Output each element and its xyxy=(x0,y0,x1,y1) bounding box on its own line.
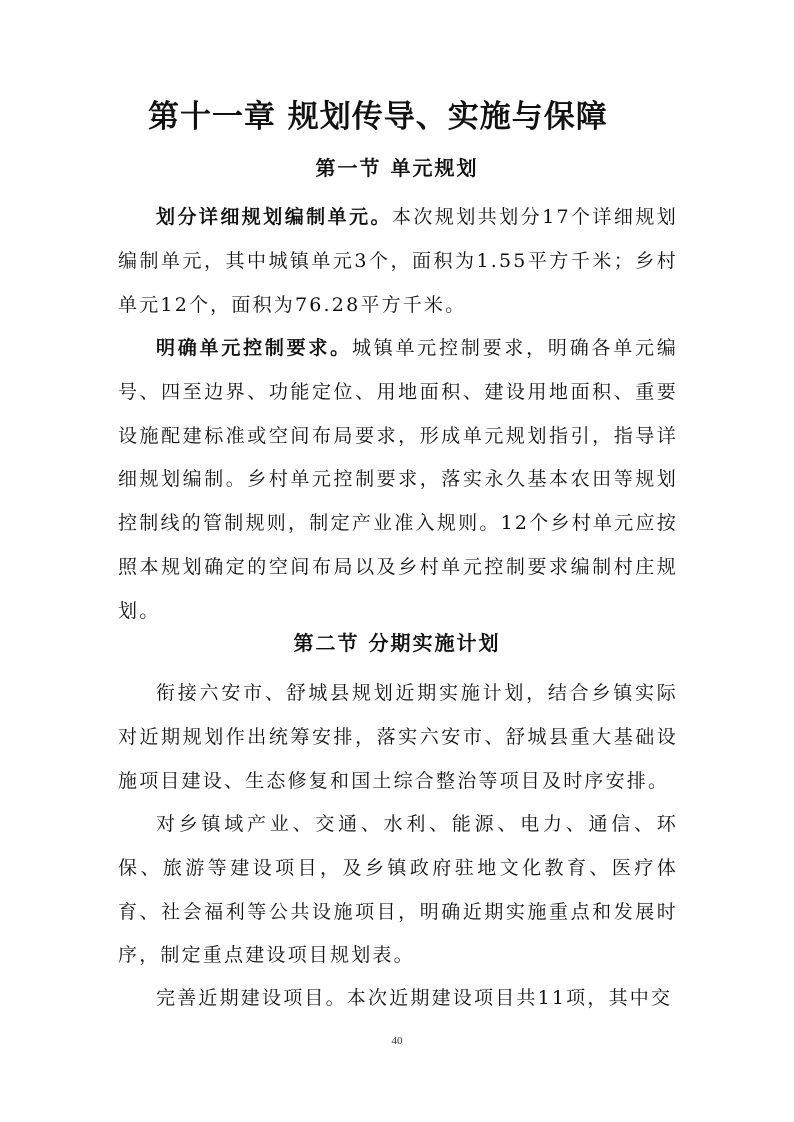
section-title-unit-planning: 第一节 单元规划 xyxy=(315,156,479,180)
paragraph-lead: 明确单元控制要求。 xyxy=(156,337,352,359)
paragraph-text: 完善近期建设项目。本次近期建设项目共11项，其中交 xyxy=(156,987,673,1009)
paragraph-near-term-plan xyxy=(118,672,678,803)
paragraph-lead: 划分详细规划编制单元。 xyxy=(156,206,392,228)
paragraph-near-term-projects xyxy=(118,977,678,1021)
paragraph-text: 对乡镇域产业、交通、水利、能源、电力、通信、环保、旅游等建设项目，及乡镇政府驻地文化教育、医疗体育、社会福利等公共设施项目，明确近期实施重点和发展时序，制定重点建设项目规划表。 xyxy=(118,813,678,967)
paragraph-planning-units xyxy=(118,196,678,327)
paragraph-text: 本次规划共划分17个详细规划编制单元，其中城镇单元3个，面积为1.55平方千米；乡村单元12个，面积为76.28平方千米。 xyxy=(118,206,678,316)
paragraph-text: 城镇单元控制要求，明确各单元编号、四至边界、功能定位、用地面积、建设用地面积、重要设施配建标准或空间布局要求，形成单元规划指引，指导详细规划编制。乡村单元控制要求，落实永久基本农田等规划控制线的管制规则，制定产业准入规则。12个乡村单元应按照本规划确定的空间布局以及乡村单元控制要求编制村庄规划。 xyxy=(118,337,678,622)
chapter-title: 第十一章 规划传导、实施与保障 xyxy=(148,99,608,135)
page-number: 40 xyxy=(391,1035,403,1047)
section-title-phased-implementation: 第二节 分期实施计划 xyxy=(293,631,501,655)
paragraph-text: 衔接六安市、舒城县规划近期实施计划，结合乡镇实际对近期规划作出统筹安排，落实六安市、舒城县重大基础设施项目建设、生态修复和国土综合整治等项目及时序安排。 xyxy=(118,682,678,792)
paragraph-construction-projects xyxy=(118,803,678,978)
paragraph-unit-control xyxy=(118,327,678,634)
